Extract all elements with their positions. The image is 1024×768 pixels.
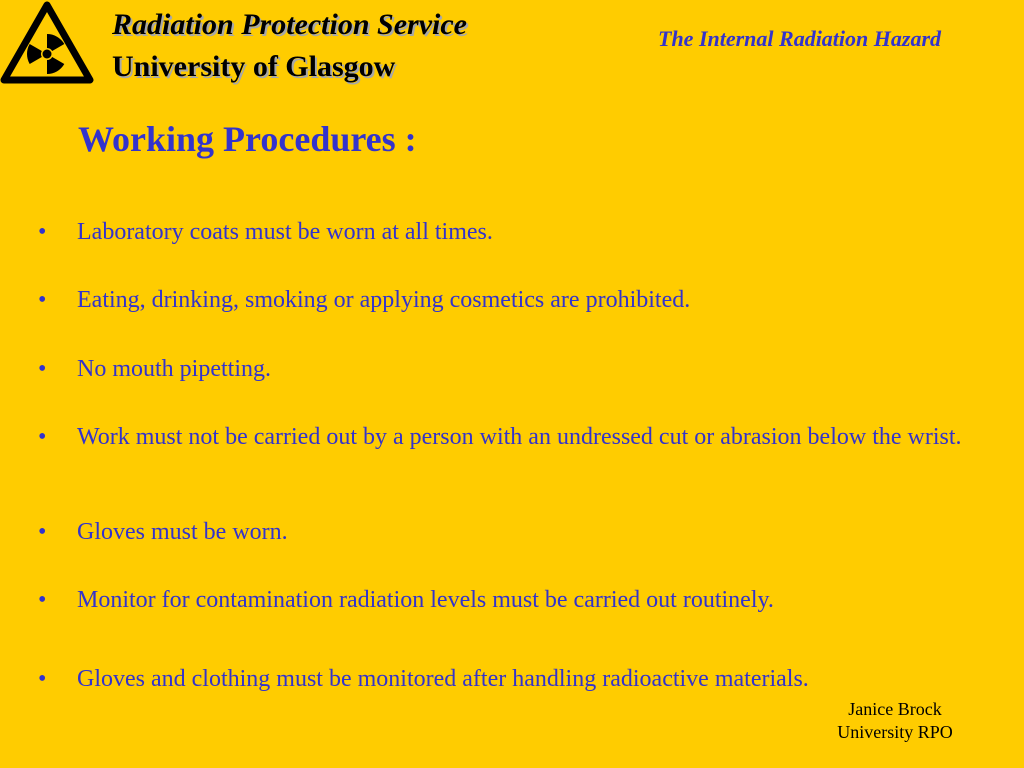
bullet-icon: • (38, 666, 47, 692)
list-item-text: Monitor for contamination radiation levels must be carried out routinely. (77, 587, 774, 613)
org-name: Radiation Protection Service (112, 8, 467, 41)
list-item-text: Laboratory coats must be worn at all times. (77, 219, 493, 245)
slide-title: Working Procedures : (78, 119, 417, 159)
radiation-warning-logo-icon (0, 0, 94, 86)
list-item-text: Eating, drinking, smoking or applying cosmetics are prohibited. (77, 287, 691, 313)
university-name: University of Glasgow (112, 50, 396, 83)
author-role: University RPO (837, 722, 953, 742)
list-item-text: No mouth pipetting. (77, 356, 271, 382)
author-credit (820, 698, 970, 744)
topic-title: The Internal Radiation Hazard (658, 26, 942, 51)
bullet-icon: • (38, 424, 47, 450)
bullet-icon: • (38, 356, 47, 382)
bullet-icon: • (38, 587, 47, 613)
list-item-text: Work must not be carried out by a person with an undressed cut or abrasion below the wrist. (77, 424, 962, 450)
author-name: Janice Brock (848, 699, 942, 719)
list-item-text: Gloves and clothing must be monitored after handling radioactive materials. (77, 666, 809, 692)
list-item-text: Gloves must be worn. (77, 519, 288, 545)
bullet-icon: • (38, 519, 47, 545)
bullet-icon: • (38, 219, 47, 245)
bullet-icon: • (38, 287, 47, 313)
